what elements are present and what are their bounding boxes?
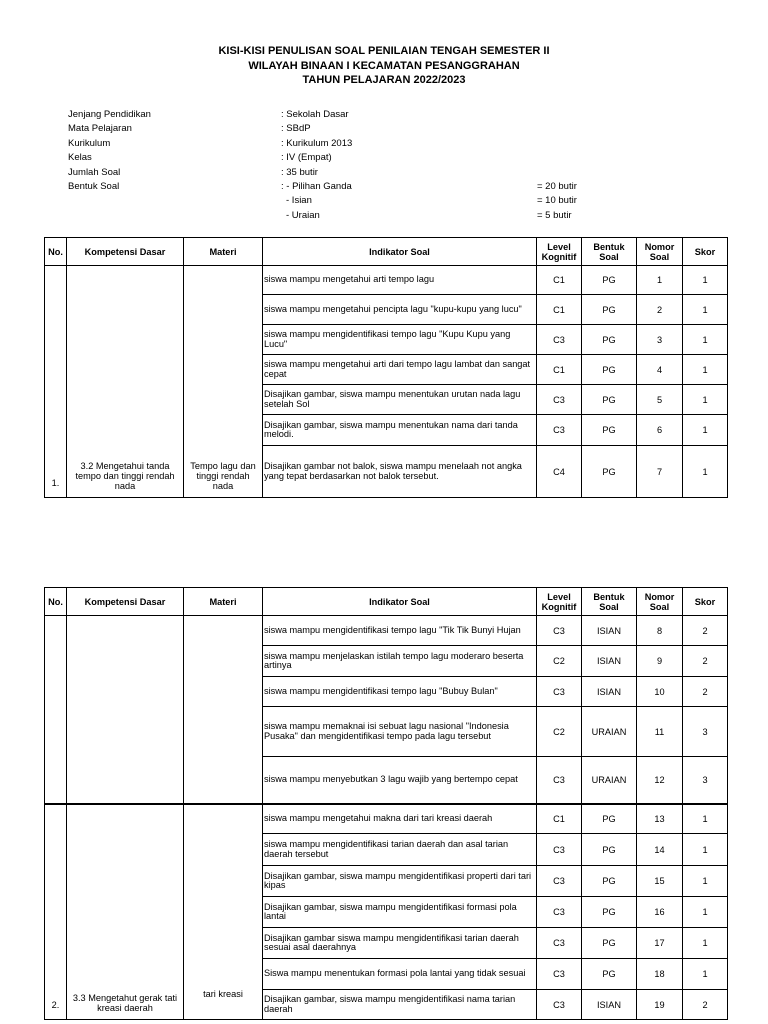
materi-cell: tari kreasi — [184, 804, 263, 1020]
skor-cell: 1 — [683, 415, 728, 446]
meta-value: : SBdP — [281, 123, 311, 135]
nomor-cell: 12 — [637, 757, 683, 804]
meta-row-mapel — [68, 122, 668, 136]
indikator-cell: Disajikan gambar, siswa mampu mengidentifikasi formasi pola lantai — [263, 897, 537, 928]
skor-cell: 1 — [683, 446, 728, 498]
skor-cell: 2 — [683, 990, 728, 1020]
level-cell: C3 — [537, 990, 582, 1020]
title-line-2: WILAYAH BINAAN I KECAMATAN PESANGGRAHAN — [248, 59, 520, 72]
level-cell: C3 — [537, 677, 582, 707]
bentuk-cell: ISIAN — [582, 677, 637, 707]
table-header-row — [45, 238, 728, 266]
meta-label: Bentuk Soal — [68, 180, 120, 192]
kompetensi-dasar-empty — [67, 616, 184, 804]
level-cell: C3 — [537, 959, 582, 990]
meta-value: : 35 butir — [281, 166, 318, 178]
meta-row-jumlah — [68, 166, 668, 180]
level-cell: C3 — [537, 325, 582, 355]
nomor-cell: 18 — [637, 959, 683, 990]
col-header-bentuk: Bentuk Soal — [582, 238, 637, 266]
meta-value: - Uraian — [286, 209, 320, 221]
meta-count: = 10 butir — [537, 195, 577, 207]
meta-label: Mata Pelajaran — [68, 123, 132, 135]
skor-cell: 1 — [683, 325, 728, 355]
bentuk-cell: PG — [582, 355, 637, 385]
level-cell: C1 — [537, 355, 582, 385]
col-header-kd: Kompetensi Dasar — [67, 238, 184, 266]
bentuk-cell: PG — [582, 959, 637, 990]
meta-count: = 5 butir — [537, 209, 572, 221]
row-number: 1. — [45, 266, 67, 498]
col-header-level-2: Kognitif — [541, 251, 577, 262]
col-header-nomor-2: Soal — [649, 251, 670, 262]
skor-cell: 1 — [683, 897, 728, 928]
skor-cell: 3 — [683, 757, 728, 804]
meta-count: = 20 butir — [537, 180, 577, 192]
indikator-cell: Disajikan gambar, siswa mampu menentukan urutan nada lagu setelah Sol — [263, 385, 537, 415]
bentuk-cell: PG — [582, 897, 637, 928]
col-header-level-1: Level — [547, 591, 571, 602]
kompetensi-dasar-cell: 3.2 Mengetahui tanda tempo dan tinggi rendah nada — [67, 266, 184, 498]
bentuk-cell: PG — [582, 266, 637, 295]
bentuk-cell: PG — [582, 295, 637, 325]
level-cell: C2 — [537, 707, 582, 757]
meta-value: : Kurikulum 2013 — [281, 137, 353, 149]
col-header-kd: Kompetensi Dasar — [67, 588, 184, 616]
indikator-cell: siswa mampu mengetahui arti dari tempo lagu lambat dan sangat cepat — [263, 355, 537, 385]
col-header-level-1: Level — [547, 241, 571, 252]
materi-empty — [184, 616, 263, 804]
kompetensi-dasar-cell: 3.3 Mengetahut gerak tati kreasi daerah — [67, 804, 184, 1020]
indikator-cell: siswa mampu menyebutkan 3 lagu wajib yang bertempo cepat — [263, 757, 537, 804]
col-header-no: No. — [45, 588, 67, 616]
col-header-level — [537, 588, 582, 616]
bentuk-cell: PG — [582, 834, 637, 866]
nomor-cell: 11 — [637, 707, 683, 757]
level-cell: C3 — [537, 928, 582, 959]
skor-cell: 1 — [683, 295, 728, 325]
level-cell: C1 — [537, 295, 582, 325]
indikator-cell: siswa mampu menjelaskan istilah tempo lagu moderaro beserta artinya — [263, 646, 537, 677]
col-header-materi: Materi — [184, 588, 263, 616]
skor-cell: 1 — [683, 959, 728, 990]
indikator-cell: Disajikan gambar, siswa mampu menentukan nama dari tanda melodi. — [263, 415, 537, 446]
nomor-cell: 8 — [637, 616, 683, 646]
nomor-cell: 2 — [637, 295, 683, 325]
level-cell: C3 — [537, 866, 582, 897]
materi-cell: Tempo lagu dan tinggi rendah nada — [184, 266, 263, 498]
col-header-nomor — [637, 238, 683, 266]
meta-row-jenjang — [68, 108, 668, 122]
level-cell: C3 — [537, 834, 582, 866]
level-cell: C2 — [537, 646, 582, 677]
indikator-cell: Disajikan gambar not balok, siswa mampu menelaah not angka yang tepat berdasarkan not balok tersebut. — [263, 446, 537, 498]
meta-value: : Sekolah Dasar — [281, 109, 349, 120]
title-line-3: TAHUN PELAJARAN 2022/2023 — [302, 74, 466, 86]
meta-row-isian — [68, 194, 668, 208]
table-row — [45, 616, 728, 646]
nomor-cell: 16 — [637, 897, 683, 928]
meta-row-bentuk — [68, 180, 668, 194]
bentuk-cell: ISIAN — [582, 990, 637, 1020]
kisi-table-1 — [44, 237, 728, 498]
bentuk-cell: URAIAN — [582, 707, 637, 757]
nomor-cell: 17 — [637, 928, 683, 959]
col-header-level — [537, 238, 582, 266]
indikator-cell: Disajikan gambar siswa mampu mengidentifikasi tarian daerah sesuai asal daerahnya — [263, 928, 537, 959]
indikator-cell: Siswa mampu menentukan formasi pola lantai yang tidak sesuai — [263, 959, 537, 990]
document-metadata — [68, 108, 668, 223]
col-header-skor: Skor — [683, 238, 728, 266]
level-cell: C3 — [537, 897, 582, 928]
nomor-cell: 5 — [637, 385, 683, 415]
level-cell: C3 — [537, 757, 582, 804]
indikator-cell: siswa mampu mengetahui pencipta lagu "kupu-kupu yang lucu" — [263, 295, 537, 325]
col-header-no: No. — [45, 238, 67, 266]
level-cell: C3 — [537, 415, 582, 446]
nomor-cell: 6 — [637, 415, 683, 446]
skor-cell: 2 — [683, 646, 728, 677]
level-cell: C4 — [537, 446, 582, 498]
skor-cell: 2 — [683, 616, 728, 646]
row-number-empty — [45, 616, 67, 804]
col-header-indikator: Indikator Soal — [263, 588, 537, 616]
indikator-cell: siswa mampu mengetahui arti tempo lagu — [263, 266, 537, 295]
skor-cell: 1 — [683, 834, 728, 866]
nomor-cell: 19 — [637, 990, 683, 1020]
meta-label: Kurikulum — [68, 137, 111, 149]
skor-cell: 1 — [683, 266, 728, 295]
bentuk-cell: PG — [582, 325, 637, 355]
skor-cell: 1 — [683, 928, 728, 959]
level-cell: C3 — [537, 616, 582, 646]
col-header-materi: Materi — [184, 238, 263, 266]
skor-cell: 1 — [683, 804, 728, 834]
meta-label: Jenjang Pendidikan — [68, 109, 151, 120]
meta-row-uraian — [68, 209, 668, 223]
nomor-cell: 1 — [637, 266, 683, 295]
indikator-cell: Disajikan gambar, siswa mampu mengidentifikasi nama tarian daerah — [263, 990, 537, 1020]
bentuk-cell: URAIAN — [582, 757, 637, 804]
indikator-cell: siswa mampu mengidentifikasi tempo lagu "Kupu Kupu yang Lucu" — [263, 325, 537, 355]
bentuk-cell: PG — [582, 928, 637, 959]
meta-value: - Isian — [286, 195, 312, 207]
col-header-nomor — [637, 588, 683, 616]
kisi-table-2 — [44, 587, 728, 1020]
document-title — [0, 44, 768, 88]
meta-row-kurikulum — [68, 137, 668, 151]
level-cell: C1 — [537, 266, 582, 295]
nomor-cell: 4 — [637, 355, 683, 385]
indikator-cell: siswa mampu mengetahui makna dari tari kreasi daerah — [263, 804, 537, 834]
bentuk-cell: ISIAN — [582, 616, 637, 646]
table-row — [45, 266, 728, 295]
bentuk-cell: PG — [582, 415, 637, 446]
skor-cell: 1 — [683, 385, 728, 415]
skor-cell: 3 — [683, 707, 728, 757]
nomor-cell: 7 — [637, 446, 683, 498]
meta-label: Kelas — [68, 152, 92, 164]
col-header-indikator: Indikator Soal — [263, 238, 537, 266]
indikator-cell: Disajikan gambar, siswa mampu mengidentifikasi properti dari tari kipas — [263, 866, 537, 897]
col-header-bentuk: Bentuk Soal — [582, 588, 637, 616]
title-line-1: KISI-KISI PENULISAN SOAL PENILAIAN TENGAH SEMESTER II — [218, 45, 550, 57]
skor-cell: 1 — [683, 866, 728, 897]
col-header-level-2: Kognitif — [541, 601, 577, 612]
meta-row-kelas — [68, 151, 668, 165]
col-header-nomor-1: Nomor — [644, 591, 675, 602]
meta-label: Jumlah Soal — [68, 166, 121, 178]
indikator-cell: siswa mampu mengidentifikasi tarian daerah dan asal tarian daerah tersebut — [263, 834, 537, 866]
skor-cell: 2 — [683, 677, 728, 707]
bentuk-cell: PG — [582, 866, 637, 897]
bentuk-cell: ISIAN — [582, 646, 637, 677]
bentuk-cell: PG — [582, 804, 637, 834]
indikator-cell: siswa mampu memaknai isi sebuat lagu nasional "Indonesia Pusaka" dan mengidentifikasi tempo pada lagu tersebut — [263, 707, 537, 757]
indikator-cell: siswa mampu mengidentifikasi tempo lagu "Bubuy Bulan" — [263, 677, 537, 707]
nomor-cell: 10 — [637, 677, 683, 707]
meta-value: : - Pilihan Ganda — [281, 180, 352, 192]
level-cell: C1 — [537, 804, 582, 834]
nomor-cell: 9 — [637, 646, 683, 677]
bentuk-cell: PG — [582, 446, 637, 498]
table-header-row — [45, 588, 728, 616]
row-number: 2. — [45, 804, 67, 1020]
col-header-nomor-1: Nomor — [644, 241, 675, 252]
bentuk-cell: PG — [582, 385, 637, 415]
nomor-cell: 13 — [637, 804, 683, 834]
nomor-cell: 3 — [637, 325, 683, 355]
col-header-skor: Skor — [683, 588, 728, 616]
nomor-cell: 14 — [637, 834, 683, 866]
table-row — [45, 804, 728, 834]
skor-cell: 1 — [683, 355, 728, 385]
nomor-cell: 15 — [637, 866, 683, 897]
level-cell: C3 — [537, 385, 582, 415]
meta-value: : IV (Empat) — [281, 152, 332, 164]
col-header-nomor-2: Soal — [649, 601, 670, 612]
indikator-cell: siswa mampu mengidentifikasi tempo lagu "Tik Tik Bunyi Hujan — [263, 616, 537, 646]
